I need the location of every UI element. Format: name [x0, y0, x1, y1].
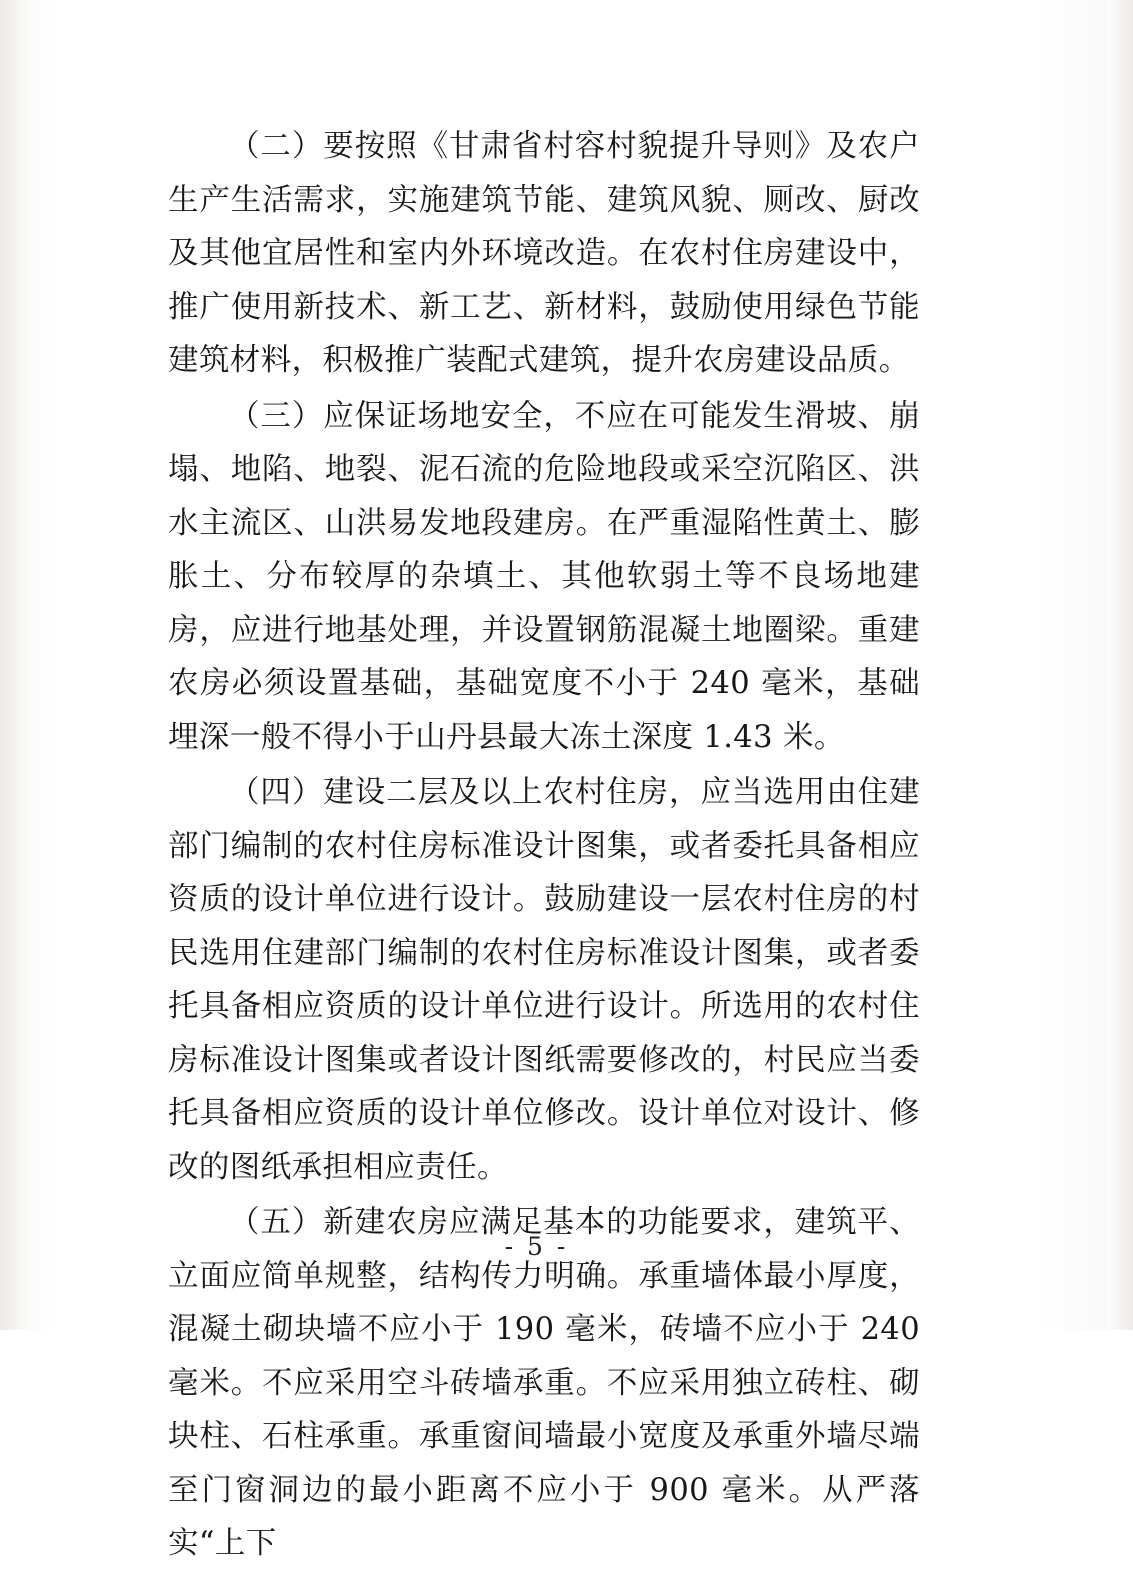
page-right-edge	[1107, 0, 1133, 1330]
paragraph-five: （五）新建农房应满足基本的功能要求，建筑平、立面应简单规整，结构传力明确。承重墙体最小厚度，混凝土砌块墙不应小于 190 毫米，砖墙不应小于 240 毫米。不应采用空斗砖墙承重。不应采用独立砖柱、砌块柱、石柱承重。承重窗间墙最小宽度及承重外墙尽端至门窗洞边的最小距离不应小于 900 毫米。从严落实“上下	[168, 1205, 920, 1561]
document-body	[168, 120, 920, 1573]
page-left-edge	[0, 0, 30, 1330]
paragraph-four: （四）建设二层及以上农村住房，应当选用由住建部门编制的农村住房标准设计图集，或者委托具备相应资质的设计单位进行设计。鼓励建设一层农村住房的村民选用住建部门编制的农村住房标准设计图集，或者委托具备相应资质的设计单位进行设计。所选用的农村住房标准设计图集或者设计图纸需要修改的，村民应当委托具备相应资质的设计单位修改。设计单位对设计、修改的图纸承担相应责任。	[168, 775, 920, 1185]
page-number: - 5 -	[504, 1232, 569, 1261]
page-footer	[0, 1232, 1133, 1261]
paragraph-two: （二）要按照《甘肃省村容村貌提升导则》及农户生产生活需求，实施建筑节能、建筑风貌、厕改、厨改及其他宜居性和室内外环境改造。在农村住房建设中，推广使用新技术、新工艺、新材料，鼓励使用绿色节能建筑材料，积极推广装配式建筑，提升农房建设品质。	[168, 129, 920, 378]
paragraph-three: （三）应保证场地安全，不应在可能发生滑坡、崩塌、地陷、地裂、泥石流的危险地段或采空沉陷区、洪水主流区、山洪易发地段建房。在严重湿陷性黄土、膨胀土、分布较厚的杂填土、其他软弱土等不良场地建房，应进行地基处理，并设置钢筋混凝土地圈梁。重建农房必须设置基础，基础宽度不小于 240 毫米，基础埋深一般不得小于山丹县最大冻土深度 1.43 米。	[168, 398, 920, 755]
